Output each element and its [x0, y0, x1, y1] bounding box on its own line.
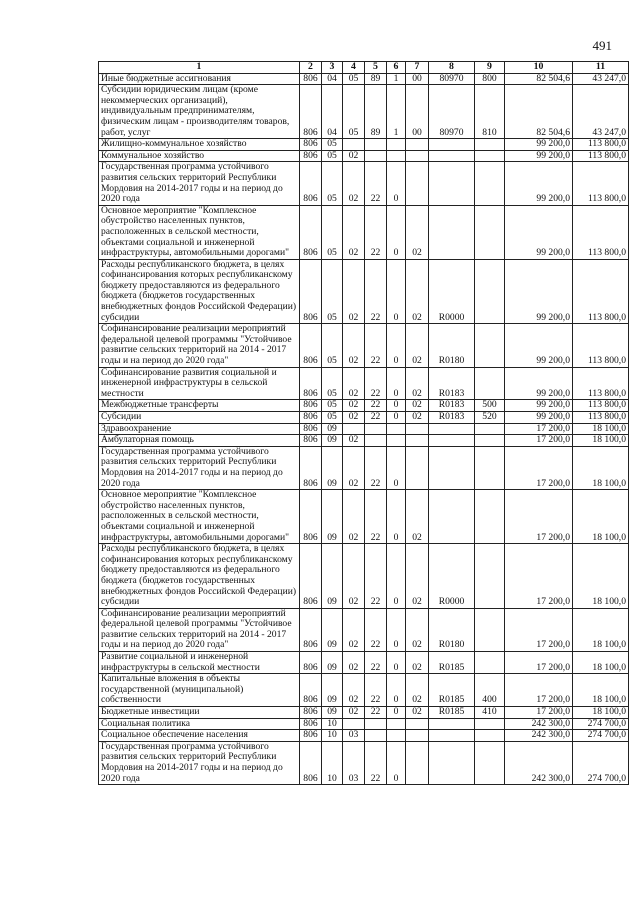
- row-code-6: 0: [387, 367, 406, 400]
- row-amount-10: 99 200,0: [505, 205, 573, 259]
- row-amount-10: 242 300,0: [505, 730, 573, 742]
- row-name: Государственная программа устойчивого развития сельских территорий Республики Мордовия на 2014-2017 годы и на период до 2020 года: [99, 446, 300, 489]
- row-code-2: 806: [300, 652, 322, 674]
- row-code-5: 89: [365, 85, 387, 139]
- row-code-4: 05: [343, 85, 365, 139]
- row-code-9: [475, 718, 505, 730]
- table-row: [99, 718, 629, 730]
- row-amount-11: 18 100,0: [573, 652, 629, 674]
- row-code-6: 0: [387, 400, 406, 412]
- row-code-9: [475, 544, 505, 609]
- column-header: 7: [406, 62, 429, 74]
- row-code-4: 02: [343, 490, 365, 544]
- column-header: 6: [387, 62, 406, 74]
- row-code-2: 806: [300, 730, 322, 742]
- row-code-7: 02: [406, 490, 429, 544]
- row-code-6: 1: [387, 85, 406, 139]
- row-amount-10: 17 200,0: [505, 544, 573, 609]
- row-code-2: 806: [300, 150, 322, 162]
- row-code-9: [475, 741, 505, 784]
- row-amount-11: 113 800,0: [573, 400, 629, 412]
- row-code-5: 22: [365, 446, 387, 489]
- row-code-7: [406, 435, 429, 447]
- row-amount-11: 18 100,0: [573, 490, 629, 544]
- column-header: 9: [475, 62, 505, 74]
- row-code-8: R0180: [429, 608, 475, 651]
- row-amount-10: 17 200,0: [505, 652, 573, 674]
- row-code-6: 0: [387, 652, 406, 674]
- row-code-6: 0: [387, 324, 406, 367]
- row-code-3: 05: [322, 139, 343, 151]
- row-code-9: [475, 162, 505, 205]
- row-code-3: 04: [322, 85, 343, 139]
- row-name: Социальное обеспечение населения: [99, 730, 300, 742]
- row-name: Развитие социальной и инженерной инфраструктуры в сельской местности: [99, 652, 300, 674]
- row-code-9: [475, 139, 505, 151]
- row-code-2: 806: [300, 741, 322, 784]
- row-code-5: 22: [365, 707, 387, 719]
- column-header: 2: [300, 62, 322, 74]
- row-amount-10: 17 200,0: [505, 707, 573, 719]
- row-code-2: 806: [300, 412, 322, 424]
- row-code-7: 02: [406, 707, 429, 719]
- row-code-3: 09: [322, 423, 343, 435]
- row-code-2: 806: [300, 718, 322, 730]
- row-code-6: [387, 150, 406, 162]
- row-code-9: [475, 423, 505, 435]
- row-code-4: 02: [343, 446, 365, 489]
- row-code-5: 22: [365, 652, 387, 674]
- row-code-2: 806: [300, 423, 322, 435]
- page-number: 491: [592, 38, 612, 53]
- column-header: 10: [505, 62, 573, 74]
- row-code-3: 05: [322, 324, 343, 367]
- row-amount-11: 274 700,0: [573, 730, 629, 742]
- row-amount-11: 113 800,0: [573, 139, 629, 151]
- row-code-3: 09: [322, 674, 343, 707]
- row-code-6: 0: [387, 205, 406, 259]
- row-code-8: [429, 162, 475, 205]
- row-code-3: 05: [322, 162, 343, 205]
- row-amount-10: 99 200,0: [505, 150, 573, 162]
- row-code-6: [387, 435, 406, 447]
- row-code-5: [365, 718, 387, 730]
- budget-table: [98, 61, 629, 785]
- row-amount-11: 18 100,0: [573, 446, 629, 489]
- row-name: Софинансирование реализации мероприятий федеральной целевой программы "Устойчивое развитие сельских территорий на 2014 - 2017 годы и на период до 2020 года": [99, 608, 300, 651]
- row-code-6: [387, 718, 406, 730]
- row-code-8: R0000: [429, 259, 475, 324]
- row-name: Бюджетные инвестиции: [99, 707, 300, 719]
- table-body: [99, 73, 629, 785]
- table-row: [99, 652, 629, 674]
- row-code-3: 09: [322, 435, 343, 447]
- row-code-8: R0185: [429, 707, 475, 719]
- row-code-5: 89: [365, 73, 387, 85]
- row-code-6: 0: [387, 162, 406, 205]
- row-code-9: [475, 730, 505, 742]
- row-code-4: 02: [343, 674, 365, 707]
- row-amount-10: 242 300,0: [505, 718, 573, 730]
- row-name: Субсидии юридическим лицам (кроме некоммерческих организаций), индивидуальным предпринимателям, физическим лицам - производителям товаров, работ, услуг: [99, 85, 300, 139]
- row-code-8: [429, 150, 475, 162]
- row-code-8: R0180: [429, 324, 475, 367]
- column-header: 1: [99, 62, 300, 74]
- row-code-4: 02: [343, 544, 365, 609]
- table-row: [99, 608, 629, 651]
- row-code-8: R0183: [429, 412, 475, 424]
- row-name: Расходы республиканского бюджета, в целях софинансирования которых республиканскому бюджету предоставляются из федерального бюджета (бюджетов государственных внебюджетных фондов Российской Федерации) субсидии: [99, 544, 300, 609]
- row-name: Субсидии: [99, 412, 300, 424]
- row-code-5: 22: [365, 490, 387, 544]
- row-code-7: [406, 139, 429, 151]
- table-row: [99, 162, 629, 205]
- row-code-9: [475, 446, 505, 489]
- row-code-5: [365, 435, 387, 447]
- row-code-8: [429, 205, 475, 259]
- row-amount-10: 99 200,0: [505, 400, 573, 412]
- row-code-6: 0: [387, 412, 406, 424]
- row-amount-11: 18 100,0: [573, 435, 629, 447]
- row-code-5: [365, 150, 387, 162]
- row-code-4: [343, 423, 365, 435]
- row-code-4: [343, 718, 365, 730]
- row-name: Софинансирование реализации мероприятий федеральной целевой программы "Устойчивое развитие сельских территорий на 2014 - 2017 годы и на период до 2020 года": [99, 324, 300, 367]
- row-code-4: 02: [343, 707, 365, 719]
- row-code-3: 05: [322, 400, 343, 412]
- row-code-5: 22: [365, 544, 387, 609]
- row-code-4: 02: [343, 652, 365, 674]
- row-code-7: [406, 446, 429, 489]
- row-name: Иные бюджетные ассигнования: [99, 73, 300, 85]
- row-code-4: 05: [343, 73, 365, 85]
- table-row: [99, 400, 629, 412]
- row-amount-10: 99 200,0: [505, 367, 573, 400]
- row-amount-10: 99 200,0: [505, 162, 573, 205]
- row-code-2: 806: [300, 544, 322, 609]
- row-code-6: 0: [387, 707, 406, 719]
- row-code-5: [365, 423, 387, 435]
- row-code-7: 00: [406, 73, 429, 85]
- row-code-5: 22: [365, 205, 387, 259]
- row-amount-11: 18 100,0: [573, 423, 629, 435]
- row-code-8: [429, 490, 475, 544]
- table-row: [99, 73, 629, 85]
- row-amount-11: 113 800,0: [573, 367, 629, 400]
- row-code-5: 22: [365, 608, 387, 651]
- row-name: Основное мероприятие "Комплексное обустройство населенных пунктов, расположенных в сельской местности, объектами социальной и инженерной инфраструктуры, автомобильными дорогами": [99, 490, 300, 544]
- row-code-8: R0183: [429, 400, 475, 412]
- row-code-9: 810: [475, 85, 505, 139]
- row-code-4: 02: [343, 435, 365, 447]
- row-code-8: R0185: [429, 652, 475, 674]
- column-header: 4: [343, 62, 365, 74]
- row-code-3: 05: [322, 412, 343, 424]
- row-amount-11: 274 700,0: [573, 718, 629, 730]
- table-row: [99, 423, 629, 435]
- table-row: [99, 412, 629, 424]
- row-name: Социальная политика: [99, 718, 300, 730]
- row-code-6: 0: [387, 259, 406, 324]
- row-code-5: 22: [365, 259, 387, 324]
- row-code-3: 05: [322, 259, 343, 324]
- row-code-7: 02: [406, 544, 429, 609]
- row-code-2: 806: [300, 85, 322, 139]
- row-code-3: 09: [322, 544, 343, 609]
- row-name: Межбюджетные трансферты: [99, 400, 300, 412]
- row-code-3: 09: [322, 446, 343, 489]
- row-amount-11: 18 100,0: [573, 674, 629, 707]
- row-name: Капитальные вложения в объекты государственной (муниципальной) собственности: [99, 674, 300, 707]
- row-code-7: [406, 718, 429, 730]
- row-code-9: 500: [475, 400, 505, 412]
- row-code-8: R0183: [429, 367, 475, 400]
- row-amount-10: 99 200,0: [505, 139, 573, 151]
- row-code-7: 02: [406, 412, 429, 424]
- row-code-5: 22: [365, 412, 387, 424]
- row-code-6: [387, 730, 406, 742]
- table-header-row: [99, 62, 629, 74]
- row-amount-11: 18 100,0: [573, 608, 629, 651]
- row-code-9: 400: [475, 674, 505, 707]
- row-amount-10: 99 200,0: [505, 412, 573, 424]
- row-code-4: 02: [343, 205, 365, 259]
- table-row: [99, 490, 629, 544]
- row-amount-10: 82 504,6: [505, 85, 573, 139]
- row-code-3: 09: [322, 707, 343, 719]
- row-code-3: 09: [322, 490, 343, 544]
- table-row: [99, 544, 629, 609]
- row-code-4: 02: [343, 367, 365, 400]
- row-code-2: 806: [300, 367, 322, 400]
- row-amount-11: 113 800,0: [573, 205, 629, 259]
- row-code-7: [406, 150, 429, 162]
- row-code-4: 02: [343, 162, 365, 205]
- row-code-7: [406, 730, 429, 742]
- row-code-3: 09: [322, 652, 343, 674]
- column-header: 3: [322, 62, 343, 74]
- row-code-7: 02: [406, 400, 429, 412]
- table-row: [99, 367, 629, 400]
- row-amount-11: 274 700,0: [573, 741, 629, 784]
- row-code-2: 806: [300, 446, 322, 489]
- row-code-2: 806: [300, 139, 322, 151]
- row-code-9: [475, 490, 505, 544]
- row-code-9: [475, 608, 505, 651]
- row-amount-10: 82 504,6: [505, 73, 573, 85]
- row-code-9: [475, 324, 505, 367]
- row-amount-10: 242 300,0: [505, 741, 573, 784]
- row-code-2: 806: [300, 205, 322, 259]
- row-code-6: 0: [387, 608, 406, 651]
- row-code-9: [475, 150, 505, 162]
- row-code-6: [387, 139, 406, 151]
- row-code-6: 0: [387, 741, 406, 784]
- row-name: Основное мероприятие "Комплексное обустройство населенных пунктов, расположенных в сельской местности, объектами социальной и инженерной инфраструктуры, автомобильными дорогами": [99, 205, 300, 259]
- row-code-3: 10: [322, 730, 343, 742]
- row-code-2: 806: [300, 674, 322, 707]
- row-code-6: 0: [387, 490, 406, 544]
- row-code-9: [475, 259, 505, 324]
- row-code-9: 800: [475, 73, 505, 85]
- row-code-2: 806: [300, 259, 322, 324]
- row-code-2: 806: [300, 162, 322, 205]
- row-code-9: [475, 652, 505, 674]
- row-amount-10: 99 200,0: [505, 259, 573, 324]
- row-code-9: [475, 435, 505, 447]
- row-amount-10: 99 200,0: [505, 324, 573, 367]
- row-code-8: [429, 435, 475, 447]
- row-code-4: 02: [343, 259, 365, 324]
- row-code-9: 520: [475, 412, 505, 424]
- row-code-4: [343, 139, 365, 151]
- row-code-8: [429, 730, 475, 742]
- row-code-7: [406, 162, 429, 205]
- row-code-5: 22: [365, 741, 387, 784]
- row-code-4: 02: [343, 608, 365, 651]
- row-code-2: 806: [300, 73, 322, 85]
- table-row: [99, 259, 629, 324]
- row-amount-11: 43 247,0: [573, 73, 629, 85]
- row-code-5: 22: [365, 162, 387, 205]
- row-code-4: 02: [343, 400, 365, 412]
- row-code-8: [429, 423, 475, 435]
- table-row: [99, 707, 629, 719]
- table-row: [99, 435, 629, 447]
- column-header: 5: [365, 62, 387, 74]
- row-amount-11: 113 800,0: [573, 162, 629, 205]
- row-code-6: 0: [387, 544, 406, 609]
- row-code-7: 02: [406, 324, 429, 367]
- table-row: [99, 85, 629, 139]
- table-row: [99, 674, 629, 707]
- row-code-4: 02: [343, 150, 365, 162]
- row-code-9: 410: [475, 707, 505, 719]
- row-code-8: [429, 446, 475, 489]
- row-code-7: 02: [406, 608, 429, 651]
- table-row: [99, 139, 629, 151]
- row-code-6: 0: [387, 446, 406, 489]
- row-code-7: 02: [406, 259, 429, 324]
- row-code-3: 05: [322, 367, 343, 400]
- row-name: Государственная программа устойчивого развития сельских территорий Республики Мордовия на 2014-2017 годы и на период до 2020 года: [99, 162, 300, 205]
- row-code-7: 02: [406, 652, 429, 674]
- row-amount-11: 43 247,0: [573, 85, 629, 139]
- row-amount-11: 18 100,0: [573, 707, 629, 719]
- row-code-2: 806: [300, 324, 322, 367]
- table-row: [99, 730, 629, 742]
- row-amount-10: 17 200,0: [505, 446, 573, 489]
- row-code-5: 22: [365, 400, 387, 412]
- row-code-7: 02: [406, 674, 429, 707]
- row-code-7: [406, 741, 429, 784]
- row-name: Софинансирование развития социальной и инженерной инфраструктуры в сельской местности: [99, 367, 300, 400]
- row-code-4: 03: [343, 741, 365, 784]
- row-code-8: R0185: [429, 674, 475, 707]
- row-code-3: 10: [322, 741, 343, 784]
- column-header: 8: [429, 62, 475, 74]
- row-name: Здравоохранение: [99, 423, 300, 435]
- row-code-2: 806: [300, 707, 322, 719]
- row-code-8: 80970: [429, 73, 475, 85]
- row-amount-11: 113 800,0: [573, 150, 629, 162]
- row-code-5: 22: [365, 674, 387, 707]
- row-code-8: 80970: [429, 85, 475, 139]
- row-name: Коммунальное хозяйство: [99, 150, 300, 162]
- row-code-3: 05: [322, 150, 343, 162]
- row-code-3: 05: [322, 205, 343, 259]
- row-code-8: [429, 718, 475, 730]
- row-code-3: 10: [322, 718, 343, 730]
- row-code-9: [475, 367, 505, 400]
- row-amount-10: 17 200,0: [505, 490, 573, 544]
- table-row: [99, 741, 629, 784]
- row-code-7: 00: [406, 85, 429, 139]
- row-code-8: [429, 139, 475, 151]
- table-row: [99, 150, 629, 162]
- row-code-7: 02: [406, 205, 429, 259]
- row-name: Жилищно-коммунальное хозяйство: [99, 139, 300, 151]
- row-code-7: 02: [406, 367, 429, 400]
- row-code-5: [365, 139, 387, 151]
- row-amount-10: 17 200,0: [505, 608, 573, 651]
- row-code-4: 02: [343, 324, 365, 367]
- row-amount-11: 18 100,0: [573, 544, 629, 609]
- column-header: 11: [573, 62, 629, 74]
- row-amount-11: 113 800,0: [573, 324, 629, 367]
- row-code-2: 806: [300, 435, 322, 447]
- row-code-6: 0: [387, 674, 406, 707]
- row-amount-11: 113 800,0: [573, 259, 629, 324]
- row-amount-10: 17 200,0: [505, 435, 573, 447]
- row-code-5: [365, 730, 387, 742]
- table-row: [99, 205, 629, 259]
- row-code-4: 03: [343, 730, 365, 742]
- row-name: Расходы республиканского бюджета, в целях софинансирования которых республиканскому бюджету предоставляются из федерального бюджета (бюджетов государственных внебюджетных фондов Российской Федерации) субсидии: [99, 259, 300, 324]
- row-code-6: [387, 423, 406, 435]
- row-amount-10: 17 200,0: [505, 674, 573, 707]
- row-code-3: 09: [322, 608, 343, 651]
- row-code-2: 806: [300, 490, 322, 544]
- row-code-5: 22: [365, 324, 387, 367]
- row-code-8: R0000: [429, 544, 475, 609]
- row-code-3: 04: [322, 73, 343, 85]
- row-code-2: 806: [300, 400, 322, 412]
- row-code-8: [429, 741, 475, 784]
- row-code-2: 806: [300, 608, 322, 651]
- row-name: Амбулаторная помощь: [99, 435, 300, 447]
- table-row: [99, 446, 629, 489]
- row-code-9: [475, 205, 505, 259]
- row-code-5: 22: [365, 367, 387, 400]
- row-name: Государственная программа устойчивого развития сельских территорий Республики Мордовия на 2014-2017 годы и на период до 2020 года: [99, 741, 300, 784]
- table-row: [99, 324, 629, 367]
- row-amount-11: 113 800,0: [573, 412, 629, 424]
- row-amount-10: 17 200,0: [505, 423, 573, 435]
- row-code-4: 02: [343, 412, 365, 424]
- row-code-6: 1: [387, 73, 406, 85]
- row-code-7: [406, 423, 429, 435]
